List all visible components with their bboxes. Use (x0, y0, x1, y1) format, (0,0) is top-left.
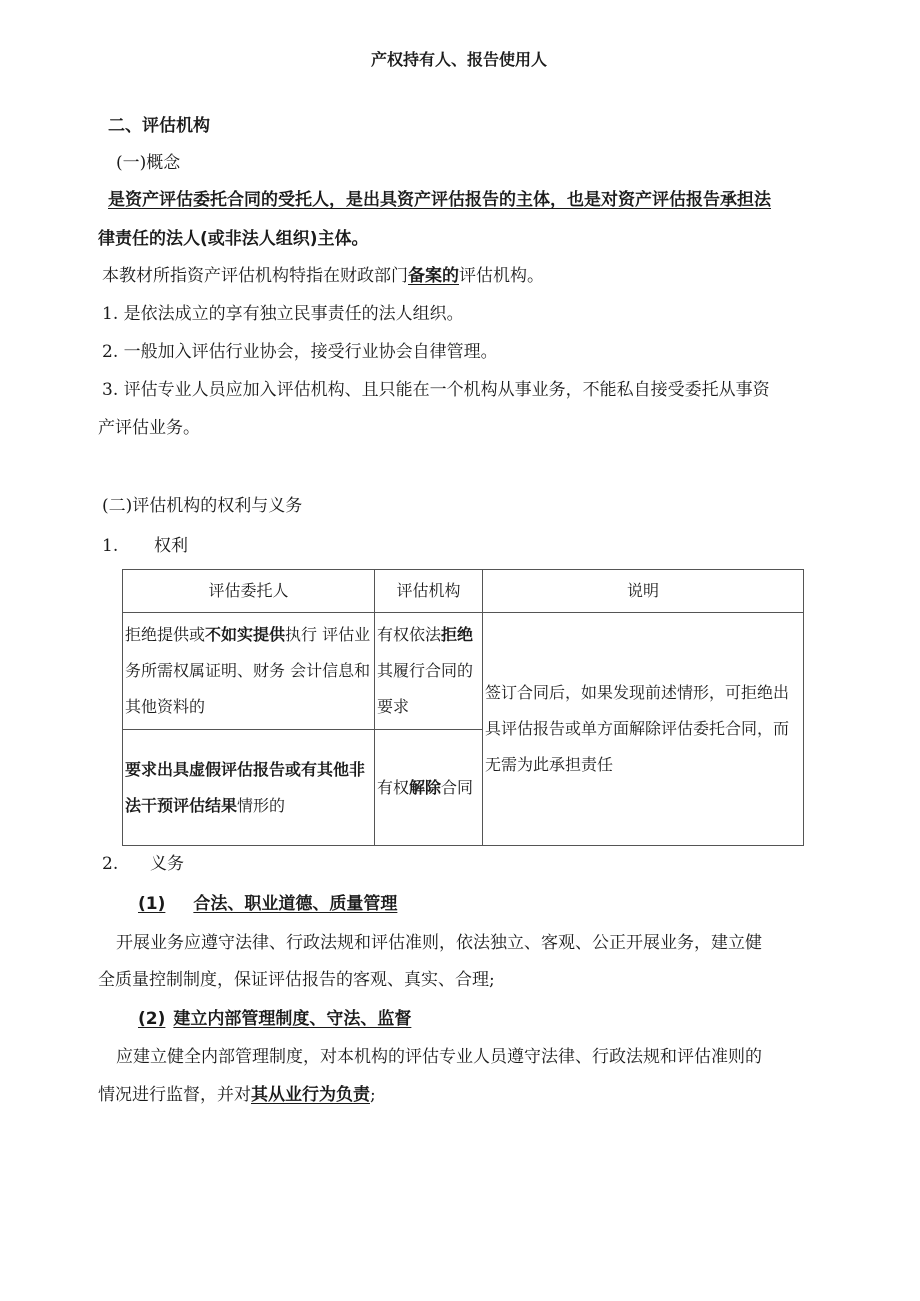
duty2-heading (138, 1009, 411, 1030)
concept-label: (一)概念 (116, 153, 181, 173)
row2-agency-text-a: 有权 (377, 777, 410, 797)
duty2-line-2-emphasis: 其从业行为负责 (251, 1085, 370, 1105)
filing-paragraph-post: 评估机构。 (459, 266, 544, 286)
duty1-number: (1) (138, 894, 166, 914)
section-heading: 二、评估机构 (108, 116, 210, 136)
rights-number: 1. (102, 536, 119, 556)
table-row (123, 613, 804, 730)
row2-agency-text-c: 合同 (441, 777, 474, 797)
concept-item-2: 2. 一般加入评估行业协会，接受行业协会自律管理。 (102, 342, 498, 362)
table-header-client: 评估委托人 (123, 570, 375, 613)
row1-agency-text-a: 有权依法 (377, 625, 442, 644)
row1-agency-text-b: 拒绝 (441, 625, 474, 644)
rights-title: 权利 (154, 536, 188, 556)
table-header-row (123, 570, 804, 613)
duties-number: 2. (102, 854, 119, 874)
row2-agency-cell (375, 730, 483, 846)
duty2-title: 建立内部管理制度、守法、监督 (173, 1009, 412, 1029)
row2-client-text-rest: 情形的 (237, 795, 286, 815)
duty1-title: 合法、职业道德、质量管理 (193, 894, 398, 914)
table-header-agency: 评估机构 (375, 570, 483, 613)
row2-client-text-bold: 要求出具虚假评估报告或有其他非法干预评估结果 (125, 759, 366, 815)
duty1-heading (138, 894, 397, 915)
row2-agency-text-b: 解除 (409, 777, 442, 797)
row1-agency-cell (375, 613, 483, 730)
duty2-line-2-post: ; (370, 1085, 376, 1105)
definition-line-1: 是资产评估委托合同的受托人，是出具资产评估报告的主体，也是对资产评估报告承担法 (108, 190, 771, 210)
concept-item-3-line-1: 3. 评估专业人员应加入评估机构、且只能在一个机构从事业务，不能私自接受委托从事资 (102, 380, 770, 400)
concept-item-1: 1. 是依法成立的享有独立民事责任的法人组织。 (102, 304, 464, 324)
duty1-line-1: 开展业务应遵守法律、行政法规和评估准则，依法独立、客观、公正开展业务，建立健 (116, 933, 762, 953)
note-cell (483, 613, 804, 846)
concept-item-3-line-2: 产评估业务。 (98, 418, 200, 438)
row2-client-cell (123, 730, 375, 846)
row1-client-text-c: 执行 评估业务所需权属证明、财务 会计信息和其他资料的 (125, 625, 371, 716)
filing-paragraph-emphasis: 备案的 (408, 266, 459, 286)
duty2-line-1: 应建立健全内部管理制度，对本机构的评估专业人员遵守法律、行政法规和评估准则的 (116, 1047, 762, 1067)
duty2-number: (2) (138, 1009, 166, 1029)
row1-client-text-a: 拒绝提供或 (125, 625, 206, 644)
filing-paragraph (102, 266, 544, 287)
rights-duties-label: (二)评估机构的权利与义务 (102, 496, 303, 516)
definition-line-2: 律责任的法人(或非法人组织)主体。 (98, 229, 369, 249)
table-header-note: 说明 (483, 570, 804, 613)
duties-title: 义务 (150, 854, 184, 874)
duty2-line-2 (98, 1085, 376, 1106)
duty1-line-2: 全质量控制制度，保证评估报告的客观、真实、合理; (98, 970, 495, 990)
filing-paragraph-pre: 本教材所指资产评估机构特指在财政部门 (102, 266, 408, 286)
duty2-line-2-pre: 情况进行监督，并对 (98, 1085, 251, 1105)
page-header-title: 产权持有人、报告使用人 (371, 50, 548, 69)
row1-client-text-b: 不如实提供 (205, 625, 286, 644)
rights-table (122, 569, 804, 846)
note-text: 签订合同后，如果发现前述情形，可拒绝出具评估报告或单方面解除评估委托合同，而无需为此承担责任 (485, 683, 790, 774)
row1-client-cell (123, 613, 375, 730)
row1-agency-text-c: 其履行合同的要求 (377, 661, 474, 716)
